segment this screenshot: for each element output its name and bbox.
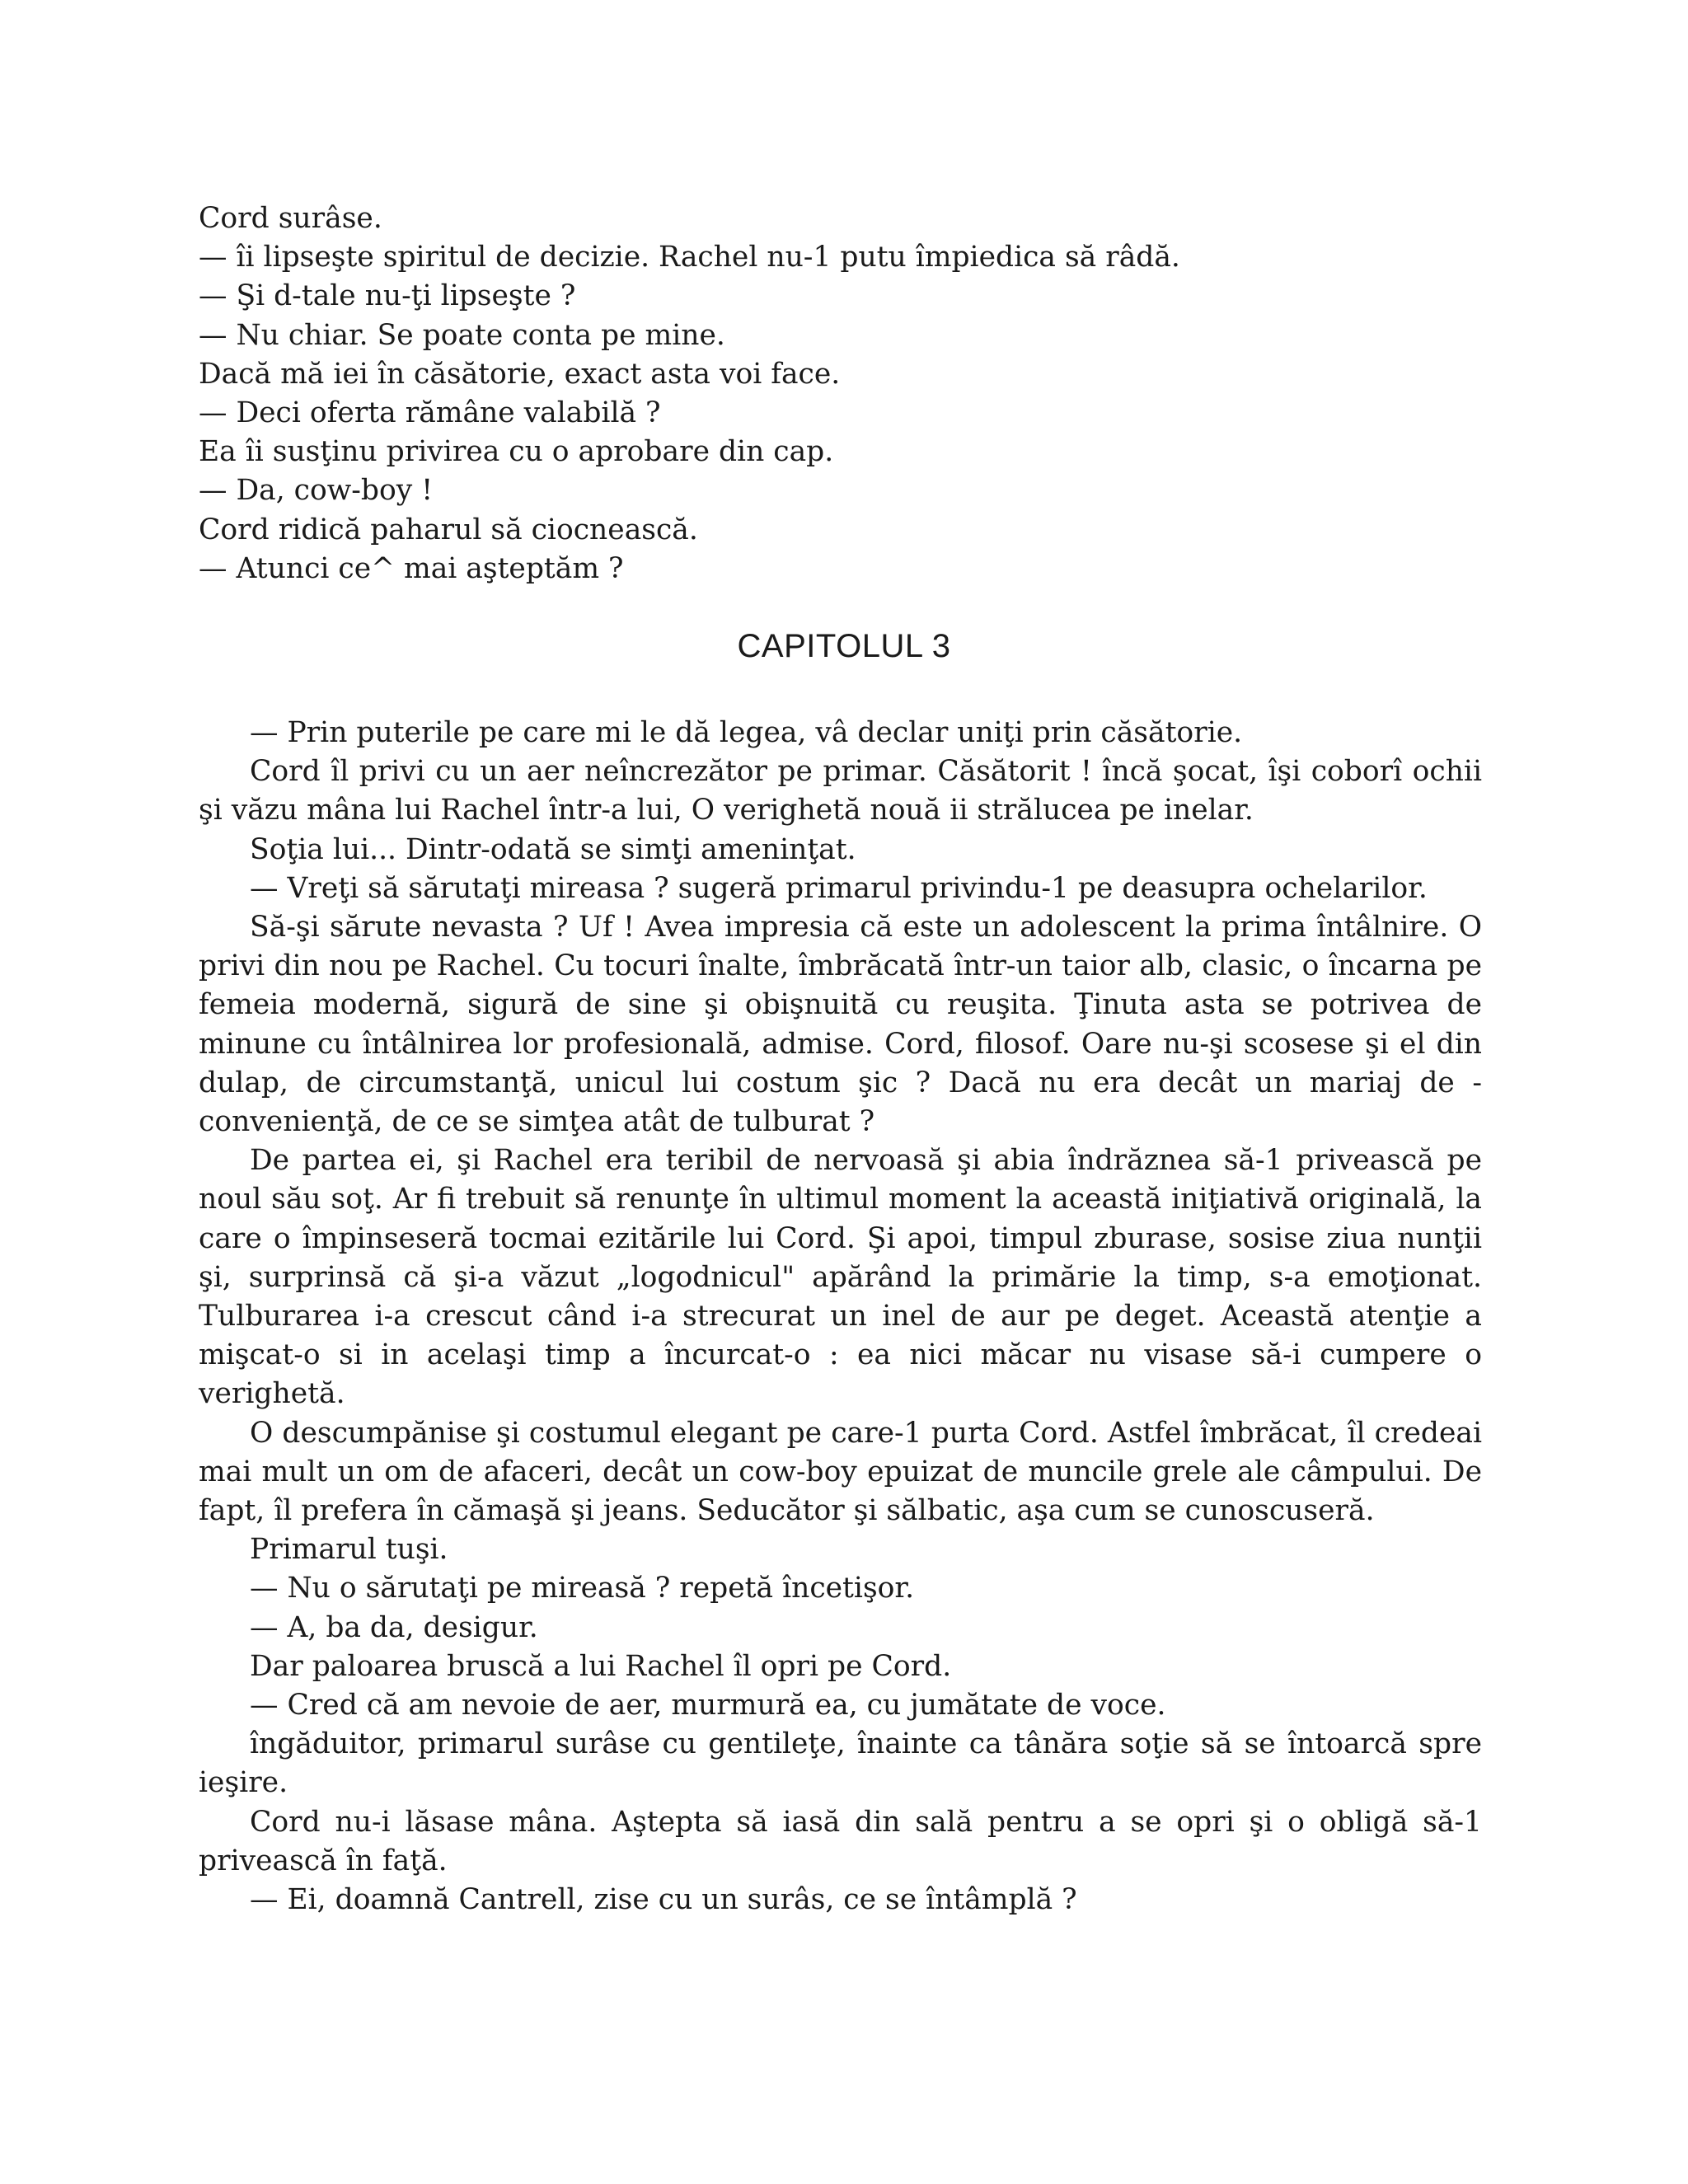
- chapter-heading: CAPITOLUL 3: [737, 628, 951, 664]
- paragraph: — Cred că am nevoie de aer, murmură ea, cu jumătate de voce.: [250, 1689, 1166, 1722]
- paragraph: — A, ba da, desigur.: [250, 1610, 538, 1644]
- paragraph: Soţia lui... Dintr-odată se simţi ameninţat.: [250, 832, 856, 866]
- paragraph: Să-şi sărute nevasta ? Uf ! Avea impresia că este un adolescent la prima întâlnire. O privi din nou pe Rachel. Cu tocuri înalte, îmbrăcată într-un taior alb, clasic, o încarna pe femeia modernă, sigură de sine şi obişnuită cu reuşita. Ţinuta asta se potrivea de minune cu întâlnirea lor profesională, admise. Cord, filosof. Oare nu-şi scosese şi el din dulap, de circumstanţă, unicul lui costum şic ? Dacă nu era decât un mariaj de -convenienţă, de ce se simţea atât de tulburat ?: [199, 911, 1482, 1139]
- paragraph: Cord îl privi cu un aer neîncrezător pe primar. Căsătorit ! încă şocat, îşi coborî ochii şi văzu mâna lui Rachel într-a lui, O verighetă nouă ii strălucea pe inelar.: [199, 755, 1482, 827]
- text-line: — Atunci ce^ mai aşteptăm ?: [199, 551, 624, 585]
- text-line: — Deci oferta rămâne valabilă ?: [199, 396, 661, 430]
- paragraph: De partea ei, şi Rachel era teribil de nervoasă şi abia îndrăznea să-1 privească pe noul său soţ. Ar fi trebuit să renunţe în ultimul moment la această iniţiativă originală, la care o împinseseră tocmai ezitările lui Cord. Şi apoi, timpul zburase, sosise ziua nunţii şi, surprinsă că şi-a văzut „logodnicul" apărând la primărie la timp, s-a emoţionat. Tulburarea i-a crescut când i-a strecurat un inel de aur pe deget. Această atenţie a mişcat-o si in acelaşi timp a încurcat-o : ea nici măcar nu visase să-i cumpere o verighetă.: [199, 1144, 1482, 1411]
- dialogue-section: [199, 199, 1484, 588]
- text-line: Cord surâse.: [199, 202, 382, 235]
- text-line: — Da, cow-boy !: [199, 474, 434, 508]
- text-line: Dacă mă iei în căsătorie, exact asta voi face.: [199, 357, 841, 391]
- text-line: Cord ridică paharul să ciocnească.: [199, 513, 698, 546]
- text-line: — Şi d-tale nu-ţi lipseşte ?: [199, 279, 576, 313]
- paragraph: O descumpănise şi costumul elegant pe care-1 purta Cord. Astfel îmbrăcat, îl credeai mai mult un om de afaceri, decât un cow-boy epuizat de muncile grele ale câmpului. De fapt, îl prefera în cămaşă şi jeans. Seducător şi sălbatic, aşa cum se cunoscuseră.: [199, 1416, 1482, 1528]
- paragraph: Primarul tuşi.: [250, 1533, 448, 1567]
- paragraph: — Ei, doamnă Cantrell, zise cu un surâs, ce se întâmplă ?: [250, 1883, 1077, 1917]
- paragraph: îngăduitor, primarul surâse cu gentileţe, înainte ca tânăra soţie să se întoarcă spre ieşire.: [199, 1727, 1482, 1800]
- paragraph: — Nu o sărutaţi pe mireasă ? repetă încetişor.: [250, 1572, 915, 1605]
- paragraph: Cord nu-i lăsase mâna. Aştepta să iasă din sală pentru a se opri şi o obligă să-1 privească în faţă.: [199, 1805, 1482, 1877]
- paragraph: — Vreţi să sărutaţi mireasa ? sugeră primarul privindu-1 pe deasupra ochelarilor.: [250, 871, 1428, 905]
- paragraph: Dar paloarea bruscă a lui Rachel îl opri pe Cord.: [250, 1649, 952, 1683]
- text-line: Ea îi susţinu privirea cu o aprobare din cap.: [199, 435, 834, 469]
- text-line: — îi lipseşte spiritul de decizie. Rachel nu-1 putu împiedica să râdă.: [199, 241, 1180, 274]
- paragraph: — Prin puterile pe care mi le dă legea, vâ declar uniţi prin căsătorie.: [250, 716, 1243, 749]
- chapter-body: [199, 714, 1482, 1919]
- text-line: — Nu chiar. Se poate conta pe mine.: [199, 318, 725, 352]
